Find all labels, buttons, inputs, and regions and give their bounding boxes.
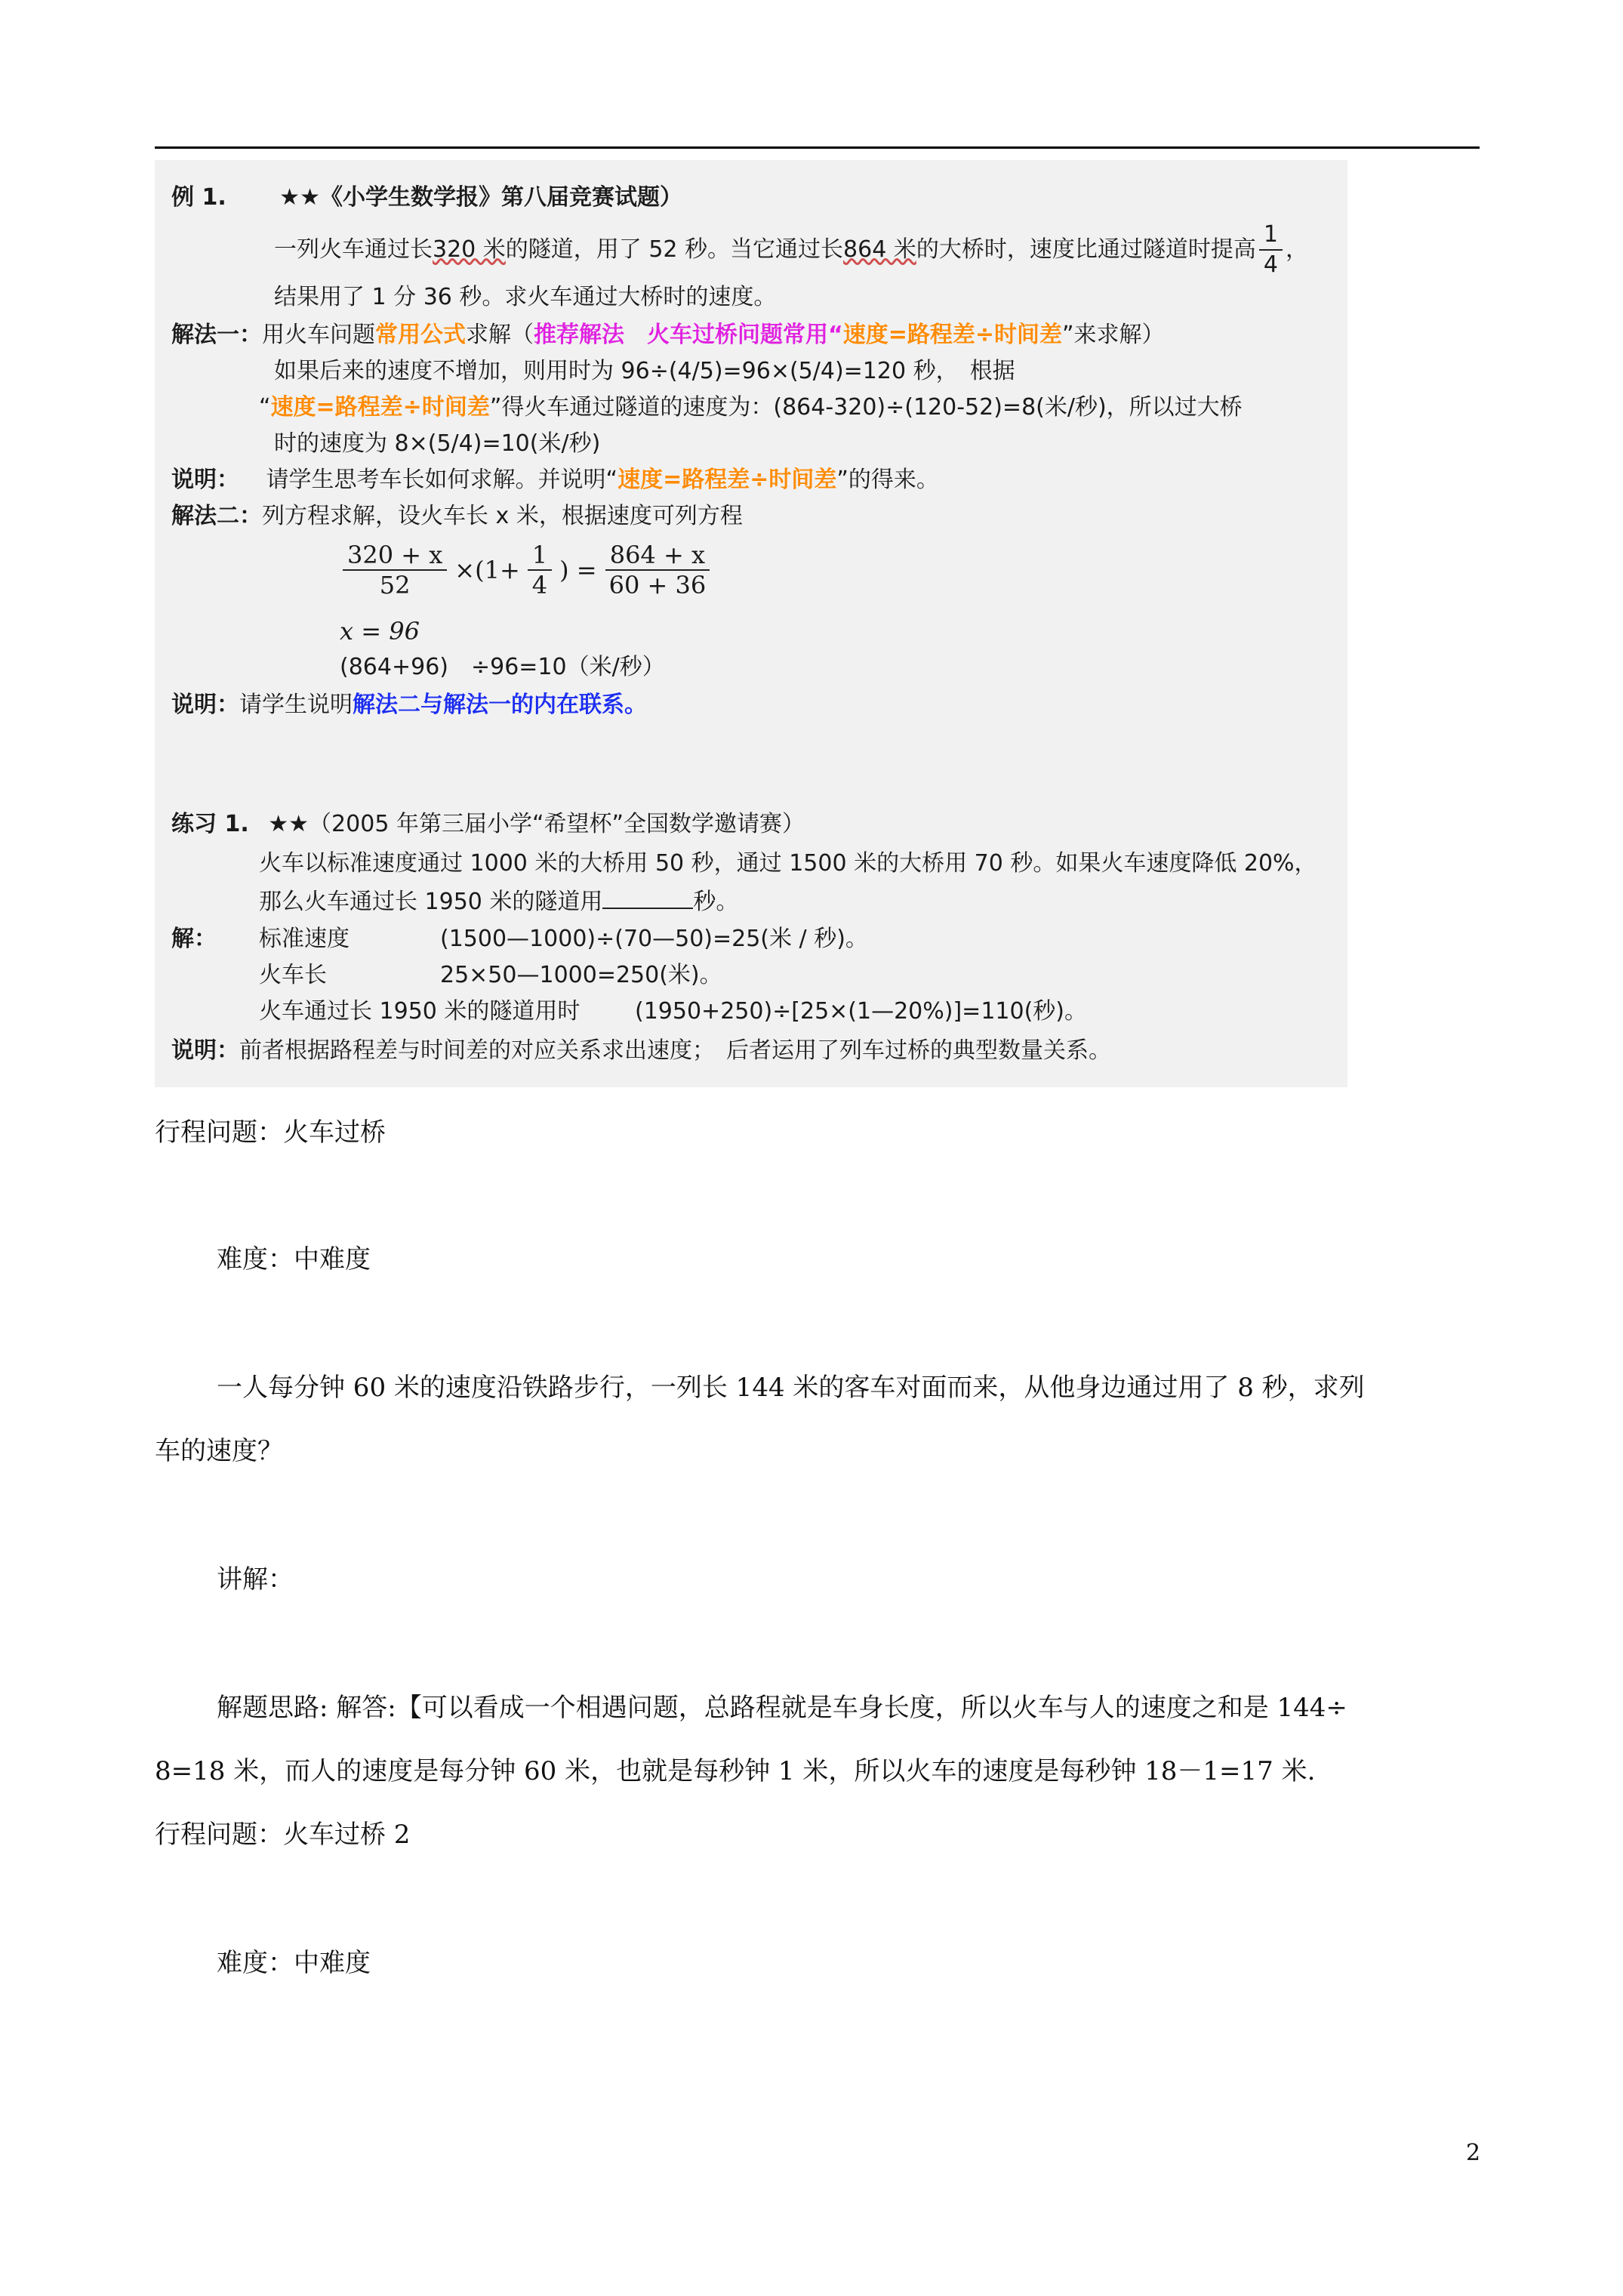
highlight-common-formula: 常用公式 xyxy=(375,322,466,348)
header-rule xyxy=(155,146,1480,149)
text: 的隧道，用了 52 秒。当它通过长 xyxy=(505,236,844,263)
highlight-speed-formula: 速度=路程差÷时间差 xyxy=(842,322,1062,348)
denominator: 60 + 36 xyxy=(608,571,707,599)
example-1-problem-line-2: 结果用了 1 分 36 秒。求火车通过大桥时的速度。 xyxy=(274,284,777,310)
example-1-problem-line-1 xyxy=(274,220,1308,279)
equation xyxy=(340,541,713,599)
answer-line-2: 8=18 米，而人的速度是每分钟 60 米，也就是每秒钟 1 米，所以火车的速度是每秒钟 18－1=17 米. xyxy=(155,1756,1316,1786)
solution-row-3-key: 火车通过长 1950 米的隧道用时 xyxy=(259,998,581,1025)
problem-line-1: 一人每分钟 60 米的速度沿铁路步行，一列长 144 米的客车对面而来，从他身边通过用了 8 秒，求列 xyxy=(217,1373,1365,1403)
text: ”得火车通过隧道的速度为：(864-320)÷(120-52)=8(米/秒)，所以过大桥 xyxy=(489,394,1243,421)
equation-quarter-fraction xyxy=(528,541,552,599)
text: “ xyxy=(259,394,271,421)
equation-calculation: (864+96) ÷96=10（米/秒） xyxy=(340,654,665,680)
problem-line-2: 车的速度？ xyxy=(155,1436,283,1466)
note-label: 说明： xyxy=(171,692,239,718)
method-2-line-1 xyxy=(171,501,743,532)
text: 那么火车通过长 1950 米的隧道用 xyxy=(259,889,603,915)
practice-label: 练习 1. xyxy=(171,811,249,837)
method-2-label: 解法二： xyxy=(171,503,262,529)
text: ”来求解） xyxy=(1062,322,1165,348)
equation-solution: x = 96 xyxy=(340,617,420,646)
note-label: 说明： xyxy=(171,467,239,493)
example-1-label: 例 1. xyxy=(171,184,226,211)
solution-row-3-value: (1950+250)÷[25×(1—20%)]=110(秒)。 xyxy=(635,998,1087,1025)
text: 请学生思考车长如何求解。并说明“ xyxy=(266,467,618,493)
note-3 xyxy=(171,1036,1111,1066)
fraction-one-quarter xyxy=(1259,220,1283,279)
equation-left-fraction xyxy=(343,541,447,599)
denominator: 4 xyxy=(1263,251,1278,278)
example-image-panel xyxy=(155,160,1347,1087)
method-1-line-3 xyxy=(259,393,1243,423)
text: ， xyxy=(1285,236,1308,263)
text: 一列火车通过长 xyxy=(274,236,433,263)
text: ”的得来。 xyxy=(836,467,939,493)
solution-row-2-value: 25×50—1000=250(米)。 xyxy=(440,962,722,988)
difficulty-2: 难度：中难度 xyxy=(217,1948,371,1978)
note-2 xyxy=(171,690,647,720)
text: 列方程求解，设火车长 x 米，根据速度可列方程 xyxy=(262,503,743,529)
difficulty-1: 难度：中难度 xyxy=(217,1244,371,1274)
highlight-speed-formula: 速度=路程差÷时间差 xyxy=(617,467,837,493)
bridge-length: 864 米 xyxy=(843,236,916,263)
highlight-speed-formula: 速度=路程差÷时间差 xyxy=(270,394,490,421)
solution-row-1-key: 标准速度 xyxy=(259,926,350,952)
numerator: 1 xyxy=(1259,220,1283,251)
note-label: 说明： xyxy=(171,1037,239,1064)
practice-1-line-1: 火车以标准速度通过 1000 米的大桥用 50 秒，通过 1500 米的大桥用 70 秒。如果火车速度降低 20%， xyxy=(259,850,1317,877)
topic-heading-2: 行程问题：火车过桥 2 xyxy=(155,1820,411,1850)
answer-line-1: 解题思路: 解答:【可以看成一个相遇问题，总路程就是车身长度，所以火车与人的速度之和是 144÷ xyxy=(217,1693,1347,1723)
denominator: 52 xyxy=(379,571,411,599)
topic-heading-1: 行程问题：火车过桥 xyxy=(155,1117,386,1148)
text: 的大桥时，速度比通过隧道时提高 xyxy=(916,236,1256,263)
example-1-title: ★★《小学生数学报》第八届竞赛试题） xyxy=(279,184,682,211)
numerator: 320 + x xyxy=(343,541,447,571)
solution-row-1-value: (1500—1000)÷(70—50)=25(米 / 秒)。 xyxy=(440,926,868,952)
numerator: 1 xyxy=(528,541,552,571)
numerator: 864 + x xyxy=(605,541,710,571)
solution-row-2-key: 火车长 xyxy=(259,962,327,988)
equation-right-fraction xyxy=(605,541,711,599)
highlight-recommended: 推荐解法 xyxy=(534,322,624,348)
text: 请学生说明 xyxy=(239,692,353,718)
explanation-label: 讲解： xyxy=(217,1564,294,1595)
practice-1-line-2 xyxy=(259,886,738,917)
solution-label: 解： xyxy=(171,926,217,952)
text: 前者根据路程差与时间差的对应关系求出速度； 后者运用了列车过桥的典型数量关系。 xyxy=(239,1037,1111,1064)
method-1-line-1 xyxy=(171,320,1165,350)
denominator: 4 xyxy=(531,571,548,599)
operator: ×(1+ xyxy=(454,556,520,584)
operator: ) = xyxy=(559,556,597,584)
method-1-line-4: 时的速度为 8×(5/4)=10(米/秒) xyxy=(274,430,601,457)
practice-title: ★★（2005 年第三届小学“希望杯”全国数学邀请赛） xyxy=(268,811,805,837)
text: 秒。 xyxy=(693,889,739,915)
method-1-line-2: 如果后来的速度不增加，则用时为 96÷(4/5)=96×(5/4)=120 秒， 根据 xyxy=(274,358,1015,384)
practice-1-header xyxy=(171,809,805,840)
page-number: 2 xyxy=(1466,2140,1481,2166)
note-1 xyxy=(171,465,939,495)
answer-blank xyxy=(602,886,693,909)
text: 用火车问题 xyxy=(262,322,375,348)
highlight-relation: 解法二与解法一的内在联系。 xyxy=(353,692,647,718)
example-1-header xyxy=(171,183,682,213)
method-1-label: 解法一： xyxy=(171,322,262,348)
tunnel-length: 320 米 xyxy=(433,236,506,263)
text: 求解（ xyxy=(466,322,534,348)
highlight-train-bridge: 火车过桥问题常用“ xyxy=(624,322,843,348)
